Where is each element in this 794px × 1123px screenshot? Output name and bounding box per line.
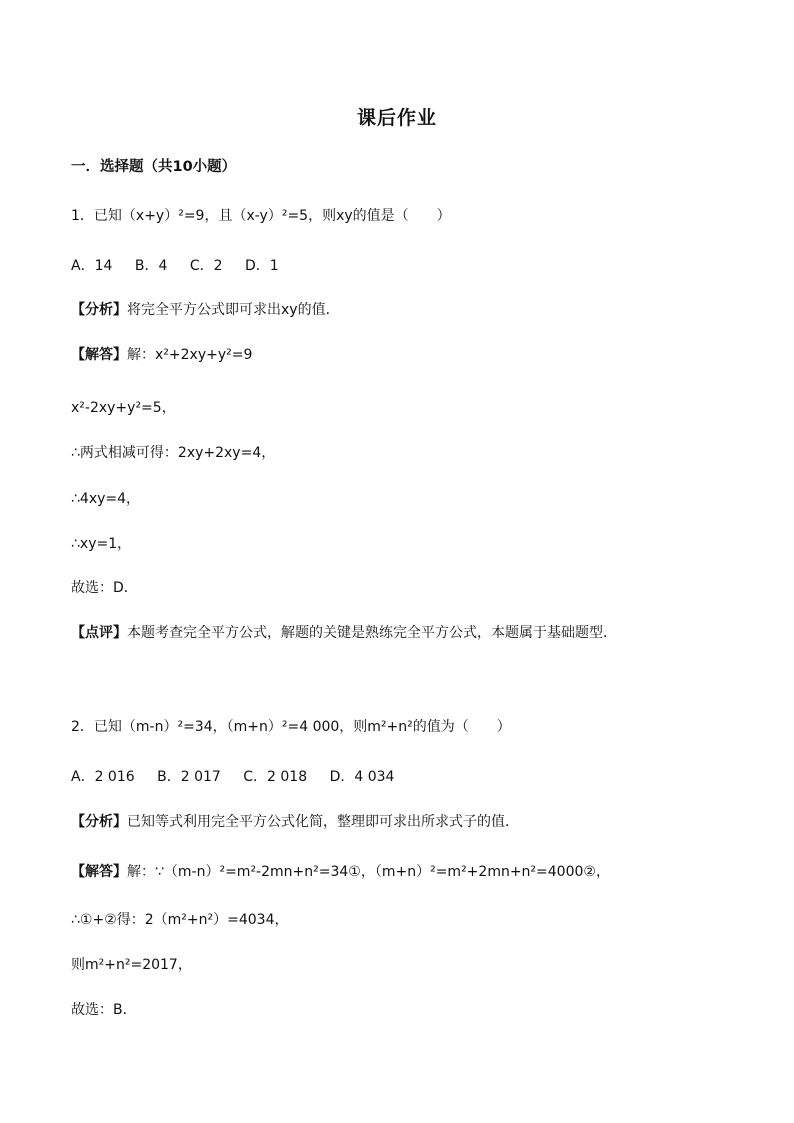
q1-answer-line-2: x²-2xy+y²=5，: [71, 400, 176, 416]
q1-answer-text: 解：x²+2xy+y²=9: [127, 347, 253, 363]
q1-options: [71, 256, 279, 276]
q1-answer-line-1: [71, 345, 252, 365]
q2-analysis-tag: 【分析】: [71, 814, 127, 830]
q2-stem: 2．已知（m-n）²=34，（m+n）²=4 000，则m²+n²的值为（ ）: [71, 719, 511, 735]
q2-analysis: [71, 812, 519, 832]
q2-answer-line-4: 故选：B．: [71, 1002, 137, 1018]
q2-options: [71, 767, 394, 787]
q1-comment-text: 本题考查完全平方公式，解题的关键是熟练完全平方公式，本题属于基础题型．: [127, 625, 617, 641]
q2-analysis-text: 已知等式利用完全平方公式化简，整理即可求出所求式子的值．: [127, 814, 519, 830]
q1-comment: [71, 623, 617, 643]
q1-answer-line-5: ∴xy=1，: [71, 536, 132, 552]
q1-answer-tag: 【解答】: [71, 347, 127, 363]
q2-option-d: D．4 034: [329, 769, 395, 785]
page-title: 课后作业: [356, 107, 437, 129]
q2-answer-tag: 【解答】: [71, 864, 127, 880]
q2-option-b: B．2 017: [157, 769, 221, 785]
q2-option-a: A．2 016: [71, 769, 135, 785]
q2-answer-line-1: [71, 862, 610, 882]
q2-option-c: C．2 018: [243, 769, 308, 785]
q2-answer-line-3: 则m²+n²=2017，: [71, 957, 192, 973]
q1-option-d: D．1: [244, 258, 279, 274]
section-heading: 一．选择题（共10小题）: [71, 159, 237, 175]
q1-comment-tag: 【点评】: [71, 625, 127, 641]
q1-answer-line-4: ∴4xy=4，: [71, 491, 141, 507]
q1-analysis-text: 将完全平方公式即可求出xy的值．: [127, 302, 340, 318]
q1-answer-line-6: 故选：D．: [71, 580, 138, 596]
q1-analysis: [71, 300, 340, 320]
q1-answer-line-3: ∴两式相减可得：2xy+2xy=4，: [71, 445, 276, 461]
q1-analysis-tag: 【分析】: [71, 302, 127, 318]
q1-option-b: B．4: [134, 258, 168, 274]
q2-answer-line-2: ∴①+②得：2（m²+n²）=4034，: [71, 912, 289, 928]
q1-option-a: A．14: [71, 258, 113, 274]
q1-stem: 1．已知（x+y）²=9，且（x-y）²=5，则xy的值是（ ）: [71, 208, 451, 224]
q2-answer-text: 解：∵（m-n）²=m²-2mn+n²=34①，（m+n）²=m²+2mn+n²=4000②，: [127, 864, 610, 880]
q1-option-c: C．2: [189, 258, 223, 274]
